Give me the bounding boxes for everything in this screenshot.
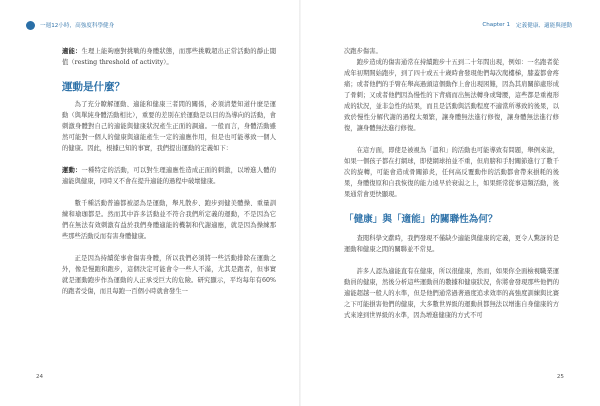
page-number-right: 25 <box>556 374 564 380</box>
section-heading-what-is-exercise: 運動是什麼？ <box>62 81 125 93</box>
paragraph: 為了充分瞭解運動、適能和健康三者間的關係，必須清楚知道什麼是運動（與單純身體活動相比），重要的差別在於運動是以目的為導向的活動，會刺激身體對自己的適能與健康狀況產生正面的調適。一般而言，身體活動雖然可能對一個人的健康與適能產生一定的適應作用，但是也可能導致一個人的健康。因此，根據已知的事實，我們提出運動的定義如下： <box>62 101 276 152</box>
section-heading-health-fitness: 「健康」與「適能」的關聯性為何？ <box>344 214 498 225</box>
book-title-header: 一週12小時，高強度科學健身 <box>40 23 115 29</box>
fitness-term: 適能： <box>62 48 82 55</box>
fitness-definition <box>62 46 276 68</box>
left-running-header <box>26 20 114 30</box>
paragraph: 許多人認為適能直有在健康，所以很健康，然而，如果你全面檢視職業運動員的健康，然後分析這些運動員的數據和健康狀況，你將會發現那些他們的適能超越一般人的水準，但是他們通常過著過度追求效率的高強度訓練與比賽之下可能損害他們的健康，大多數世界級的運動員都無法以增進自身健康的方式來達到世界級的水準，因為增進健康的方式不可 <box>344 268 559 319</box>
exercise-term: 運動： <box>62 167 82 174</box>
paragraph: 次跑步傷害。 <box>344 48 382 55</box>
paragraph: 在這方面，即使是被視為「溫和」的活動也可能導致有問題，舉例來說，如果一個孩子都在打網球，即使網球拍並不重，但肩膀和手肘關節進行了數千次的旋轉，可能會造成骨關節炎，任何高反覆動作的活動都會帶來損耗的後果，身體復原和自我恢復的能力遠早於衰弱之上，如果經常從事這類活動，後果通常會更快顯現。 <box>344 147 559 198</box>
paragraph: 查閱科學文獻時，我們發現不僅缺少適能與健康的定義，更令人驚訝的是運動和健康之間的關聯並不常見。 <box>344 235 559 253</box>
paragraph: 正是因為持續從事會傷害身體，所以我們必須將一些活動排除在運動之外，像是慢跑和跑步，這個決定可能會令一些人不滿，尤其是跑者，但事實就是運動跑步作為運動的人正承受巨大的危險。研究顯示，平均每年有60%的跑者受傷，而且每跑一百個小時就會發生一 <box>62 255 276 295</box>
exercise-definition <box>62 165 276 187</box>
right-running-header <box>482 20 572 30</box>
exercise-definition-text: 一種特定的活動，可以對生理適應性造成正面的刺激，以增進人體的適能與健康，同時又不會在提升適能的過程中破壞健康。 <box>62 167 277 185</box>
chapter-label: Chapter 1 <box>482 22 511 28</box>
left-page <box>0 0 299 406</box>
left-body <box>62 46 276 297</box>
fitness-definition-text: 生理上能夠應對挑戰的身體狀態，而那些挑戰超出正常活動的靜止閾值（resting threshold of activity）。 <box>62 48 277 66</box>
paragraph: 跑步造成的傷害通常在持續跑步十五到二十年間出現，例如：一名跑者從成年初期開始跑步，到了四十或五十歲時會發現他們每次爬樓梯，膝蓋都會疼痛；或者他們的手臂在舉高過頭這個動作上會出現困難，因為其肩關節處形成了骨刺；又或者他們因為慢性的下背痛而出無法轉身或彎腰，這些都是重複形成的狀況，並非急性的結果，而且是活動與活動程度不適當所導致的後果，以致於慢性分解代謝的過程太頻繁，讓身體無法進行修復，讓身體無法進行修復，讓身體無法進行修復。 <box>344 59 559 132</box>
paragraph: 數千種活動普遍都被認為是運動，舉凡散步、跑步到健美體操、重量訓練和瑜珈都是。然而其中許多活動並不符合我們所定義的運動，不是因為它們在無法有效刺激有益於我們身體適能的機制和代謝適應，就是因為操練那些那些活動反而有害身體健康。 <box>62 200 276 240</box>
right-body <box>344 46 559 321</box>
chapter-badge-icon <box>26 21 35 30</box>
page-number-left: 24 <box>36 374 44 380</box>
chapter-title-header: 定義健康、適能與運動 <box>516 23 572 29</box>
right-page <box>301 0 600 406</box>
